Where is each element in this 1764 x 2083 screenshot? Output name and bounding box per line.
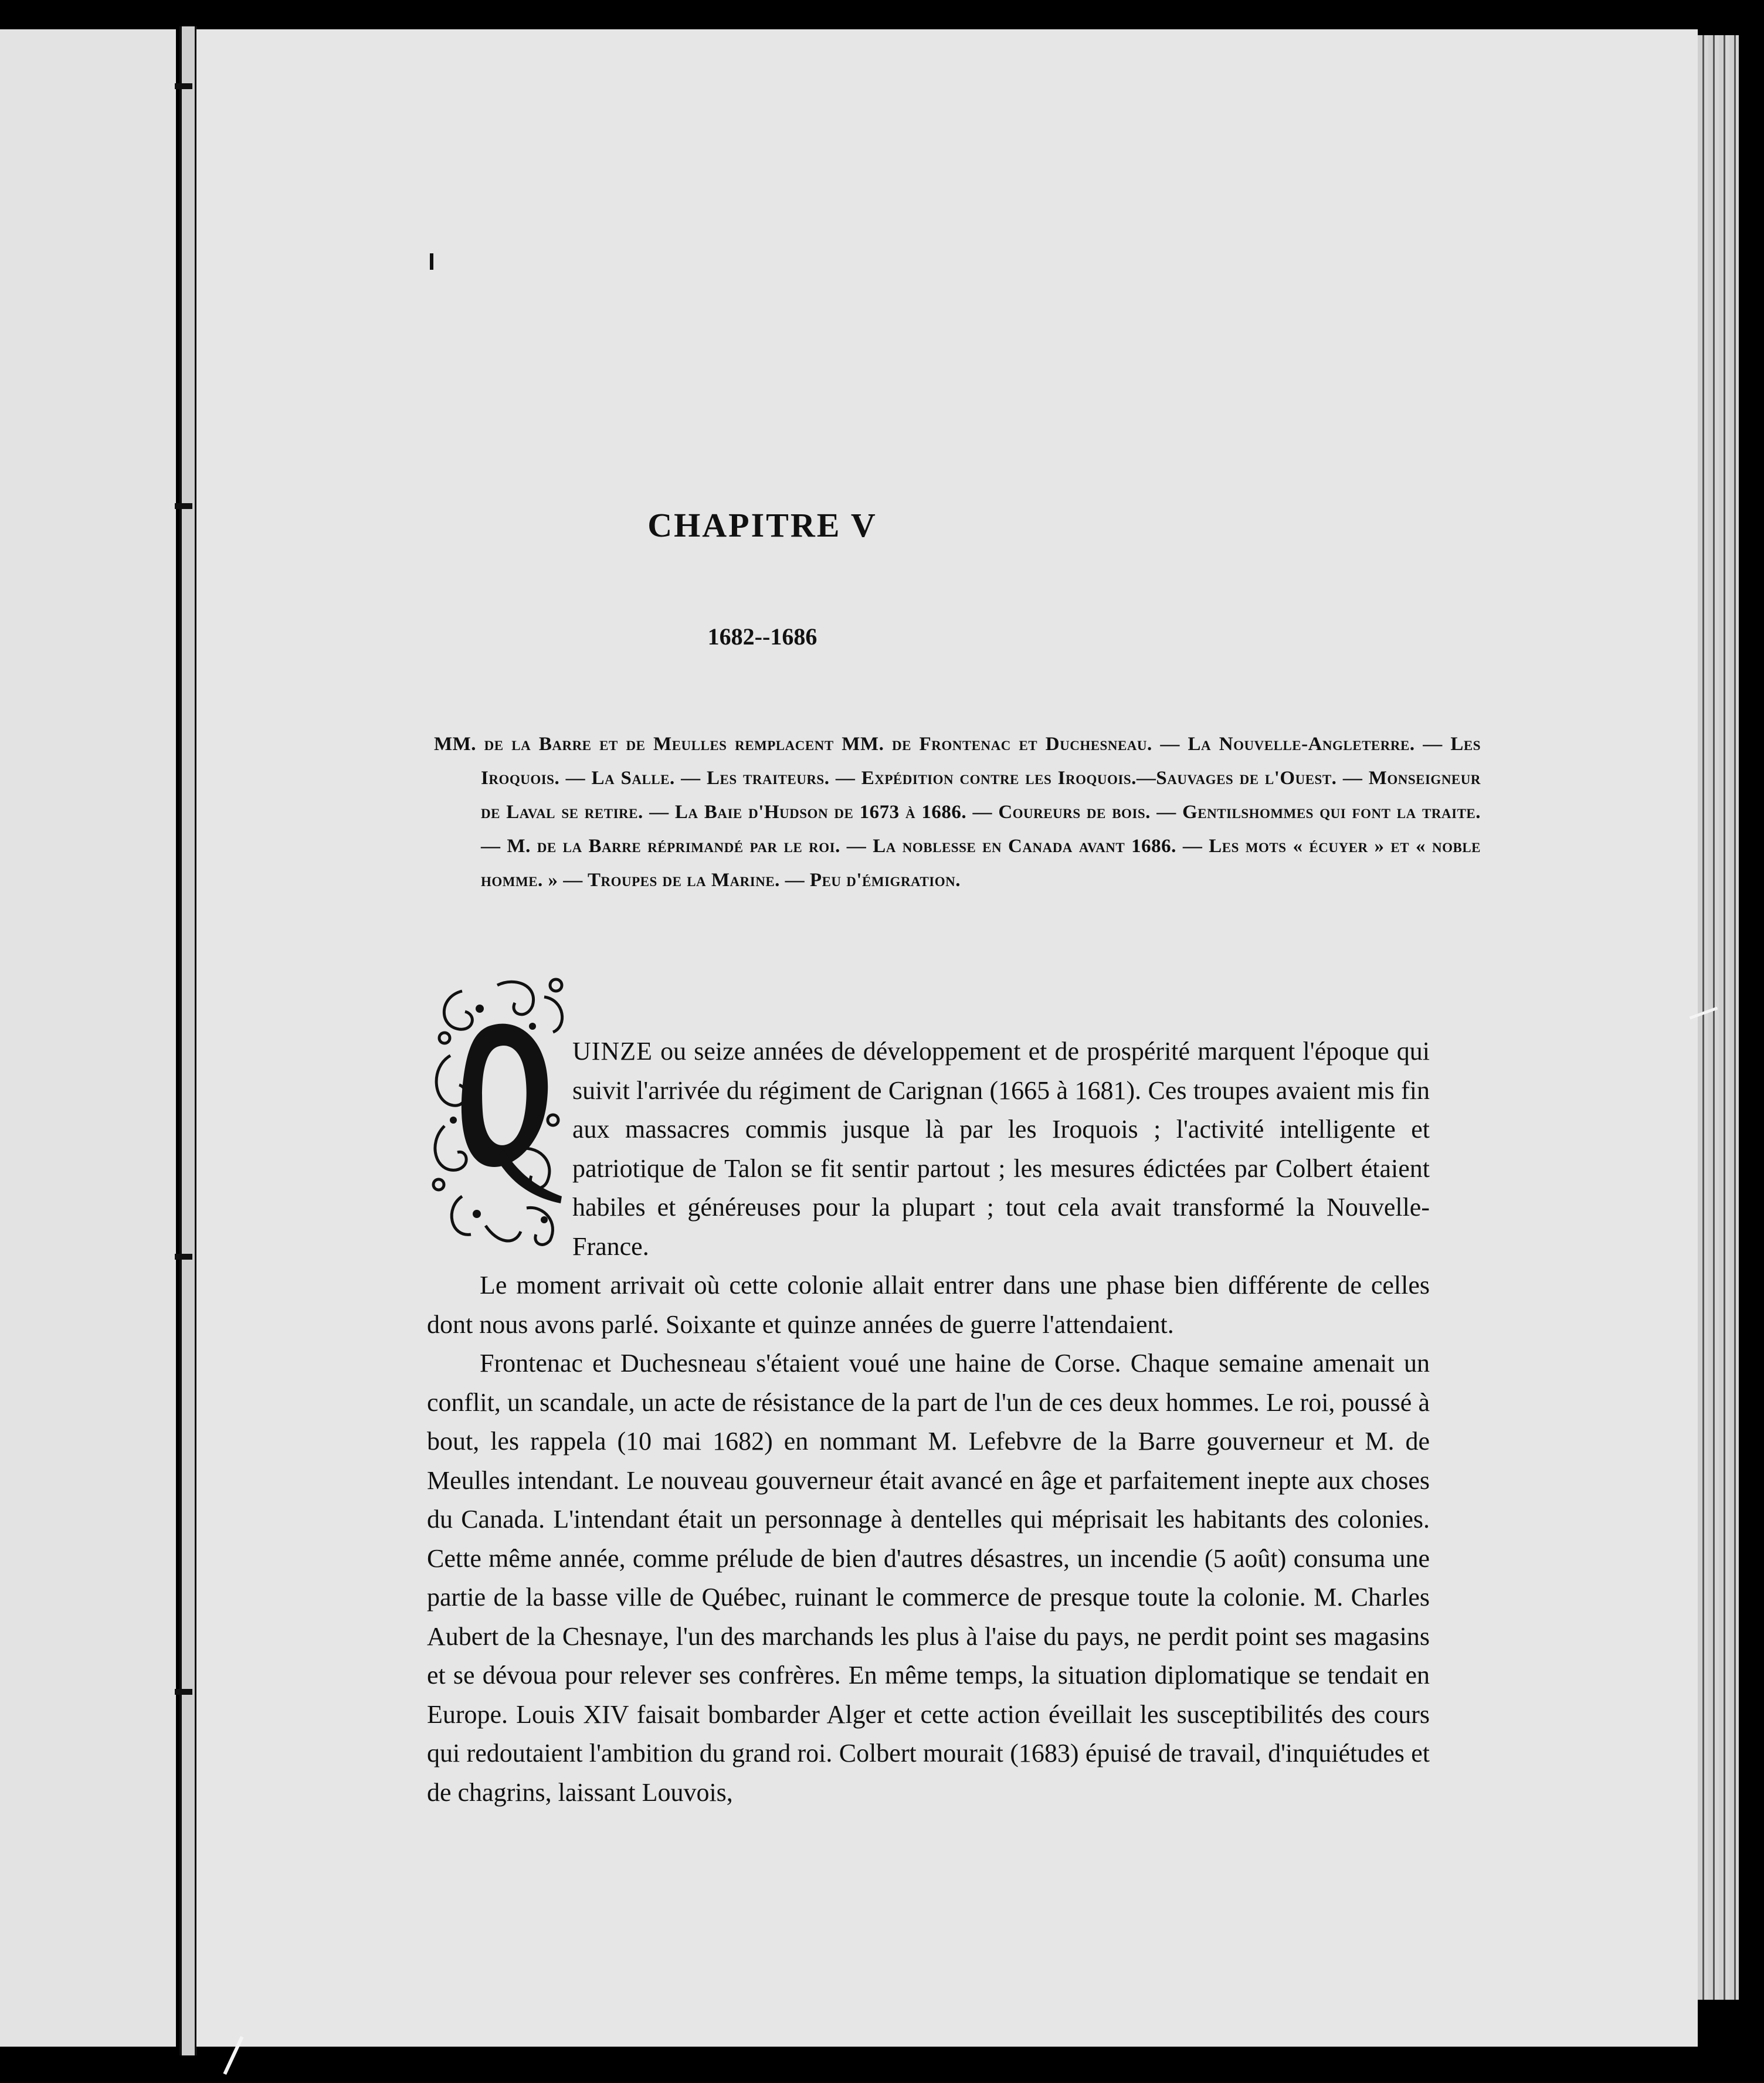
paragraph-1 xyxy=(427,1032,1430,1266)
ink-speck xyxy=(430,253,433,270)
gutter-mark xyxy=(175,1254,192,1260)
paragraph-2: Le moment arrivait où cette colonie allait entrer dans une phase bien différente de celles dont nous avons parlé. Soixante et quinze années de guerre l'attendaient. xyxy=(427,1271,1430,1339)
ornamental-drop-cap xyxy=(427,973,572,1255)
gutter-mark xyxy=(175,83,192,89)
book-gutter xyxy=(179,26,197,2055)
chapter-summary: MM. de la Barre et de Meulles remplacent MM. de Frontenac et Duchesneau. — La Nouvelle-Angleterre. — Les Iroquois. — La Salle. — Les traiteurs. — Expédition contre les Iroquois.—Sauvages de l'Ouest. — Monseigneur de Laval se retire. — La Baie d'Hudson de 1673 à 1686. — Coureurs de bois. — Gentilshommes qui font la traite. — M. de la Barre réprimandé par le roi. — La noblesse en Canada avant 1686. — Les mots « écuyer » et « noble homme. » — Troupes de la Marine. — Peu d'émigration. xyxy=(434,734,1481,891)
chapter-body xyxy=(427,1032,1430,1812)
opening-word: UINZE xyxy=(572,1037,653,1066)
page-stack-edge xyxy=(1698,35,1739,2000)
chapter-title: CHAPITRE V xyxy=(647,506,877,544)
facing-page-edge xyxy=(0,29,176,2047)
gutter-mark xyxy=(175,1689,192,1695)
paragraph-1-text: ou seize années de développement et de prospérité marquent l'époque qui suivit l'arrivée du régiment de Carignan (1665 à 1681). Ces troupes avaient mis fin aux massacres commis jusque là par les Iroquois ; l'activité intelligente et patriotique de Talon se fit sentir partout ; les mesures édictées par Colbert étaient habiles et généreuses pour la plupart ; tout cela avait transformé la Nouvelle-France. xyxy=(572,1037,1430,1261)
drop-cap-ornament-icon xyxy=(427,973,572,1255)
paragraph-3: Frontenac et Duchesneau s'étaient voué une haine de Corse. Chaque semaine amenait un conflit, un scandale, un acte de résistance de la part de l'un de ces deux hommes. Le roi, poussé à bout, les rappela (10 mai 1682) en nommant M. Lefebvre de la Barre gouverneur et M. de Meulles intendant. Le nouveau gouverneur était avancé en âge et parfaitement inepte aux choses du Canada. L'intendant était un personnage à dentelles qui méprisait les habitants des colonies. Cette même année, comme prélude de bien d'autres désastres, un incendie (5 août) consuma une partie de la basse ville de Québec, ruinant le commerce de presque toute la colonie. M. Charles Aubert de la Chesnaye, l'un des marchands les plus à l'aise du pays, ne perdit point ses magasins et se dévoua pour relever ses confrères. En même temps, la situation diplomatique se tendait en Europe. Louis XIV faisait bombarder Alger et cette action éveillait les susceptibilités des cours qui redoutaient l'ambition du grand roi. Colbert mourait (1683) épuisé de travail, d'inquiétudes et de chagrins, laissant Louvois, xyxy=(427,1349,1430,1807)
gutter-mark xyxy=(175,503,192,509)
chapter-dates: 1682--1686 xyxy=(707,623,817,650)
